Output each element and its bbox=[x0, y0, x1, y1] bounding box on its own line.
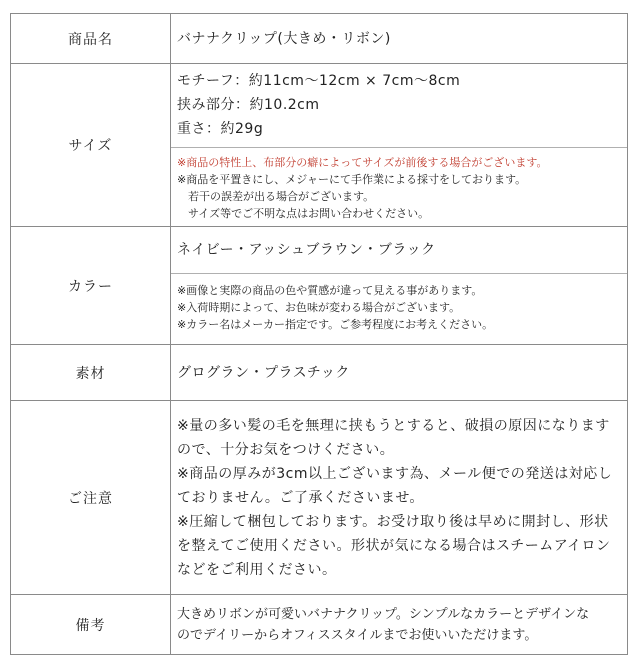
row-size bbox=[11, 64, 628, 227]
label-caution: ご注意 bbox=[11, 401, 171, 595]
size-note-3: サイズ等でご不明な点はお問い合わせください。 bbox=[177, 207, 430, 220]
size-line-motif: モチーフ：約11cm〜12cm × 7cm〜8cm bbox=[177, 73, 461, 89]
size-note-1: ※商品を平置きにし、メジャーにて手作業による採寸をしております。 bbox=[177, 173, 527, 186]
color-notes bbox=[171, 273, 627, 333]
size-line-weight: 重さ：約29g bbox=[177, 121, 264, 137]
caution-text bbox=[171, 401, 628, 595]
caution-line-1: ※量の多い髪の毛を無理に挟もうとすると、破損の原因になります bbox=[177, 417, 610, 434]
label-material: 素材 bbox=[11, 345, 171, 401]
color-note-3: ※カラー名はメーカー指定です。ご参考程度にお考えください。 bbox=[177, 318, 494, 331]
caution-line-3: ※商品の厚みが3cm以上ございます為、メール便での発送は対応し bbox=[177, 465, 613, 482]
size-note-2: 若干の誤差が出る場合がございます。 bbox=[177, 190, 375, 203]
color-note-2: ※入荷時期によって、お色味が変わる場合がございます。 bbox=[177, 301, 461, 314]
caution-line-7: などをご利用ください。 bbox=[177, 561, 337, 578]
row-material bbox=[11, 345, 628, 401]
value-color: ネイビー・アッシュブラウン・ブラック bbox=[177, 242, 436, 258]
value-product-name: バナナクリップ(大きめ・リボン) bbox=[171, 14, 628, 64]
remarks-line-1: 大きめリボンが可愛いバナナクリップ。シンプルなカラーとデザインな bbox=[177, 606, 590, 622]
caution-line-6: を整えてご使用ください。形状が気になる場合はスチームアイロン bbox=[177, 537, 611, 554]
row-color bbox=[11, 227, 628, 345]
size-note-warning: ※商品の特性上、布部分の癖によってサイズが前後する場合がございます。 bbox=[177, 156, 548, 169]
caution-line-2: ので、十分お気をつけください。 bbox=[177, 441, 395, 458]
label-size: サイズ bbox=[11, 64, 171, 227]
caution-line-4: ておりません。ご了承くださいませ。 bbox=[177, 489, 424, 506]
remarks-text bbox=[171, 595, 628, 655]
remarks-line-2: のでデイリーからオフィススタイルまでお使いいただけます。 bbox=[177, 627, 538, 643]
row-remarks bbox=[11, 595, 628, 655]
size-notes bbox=[171, 147, 627, 222]
row-product-name bbox=[11, 14, 628, 64]
label-product-name: 商品名 bbox=[11, 14, 171, 64]
size-line-clip: 挟み部分：約10.2cm bbox=[177, 97, 320, 113]
label-color: カラー bbox=[11, 227, 171, 345]
label-remarks: 備考 bbox=[11, 595, 171, 655]
value-material: グログラン・プラスチック bbox=[171, 345, 628, 401]
caution-line-5: ※圧縮して梱包しております。お受け取り後は早めに開封し、形状 bbox=[177, 513, 609, 530]
row-caution bbox=[11, 401, 628, 595]
color-note-1: ※画像と実際の商品の色や質感が違って見える事があります。 bbox=[177, 284, 483, 297]
product-spec-table bbox=[10, 13, 628, 655]
size-measurements bbox=[177, 69, 621, 141]
